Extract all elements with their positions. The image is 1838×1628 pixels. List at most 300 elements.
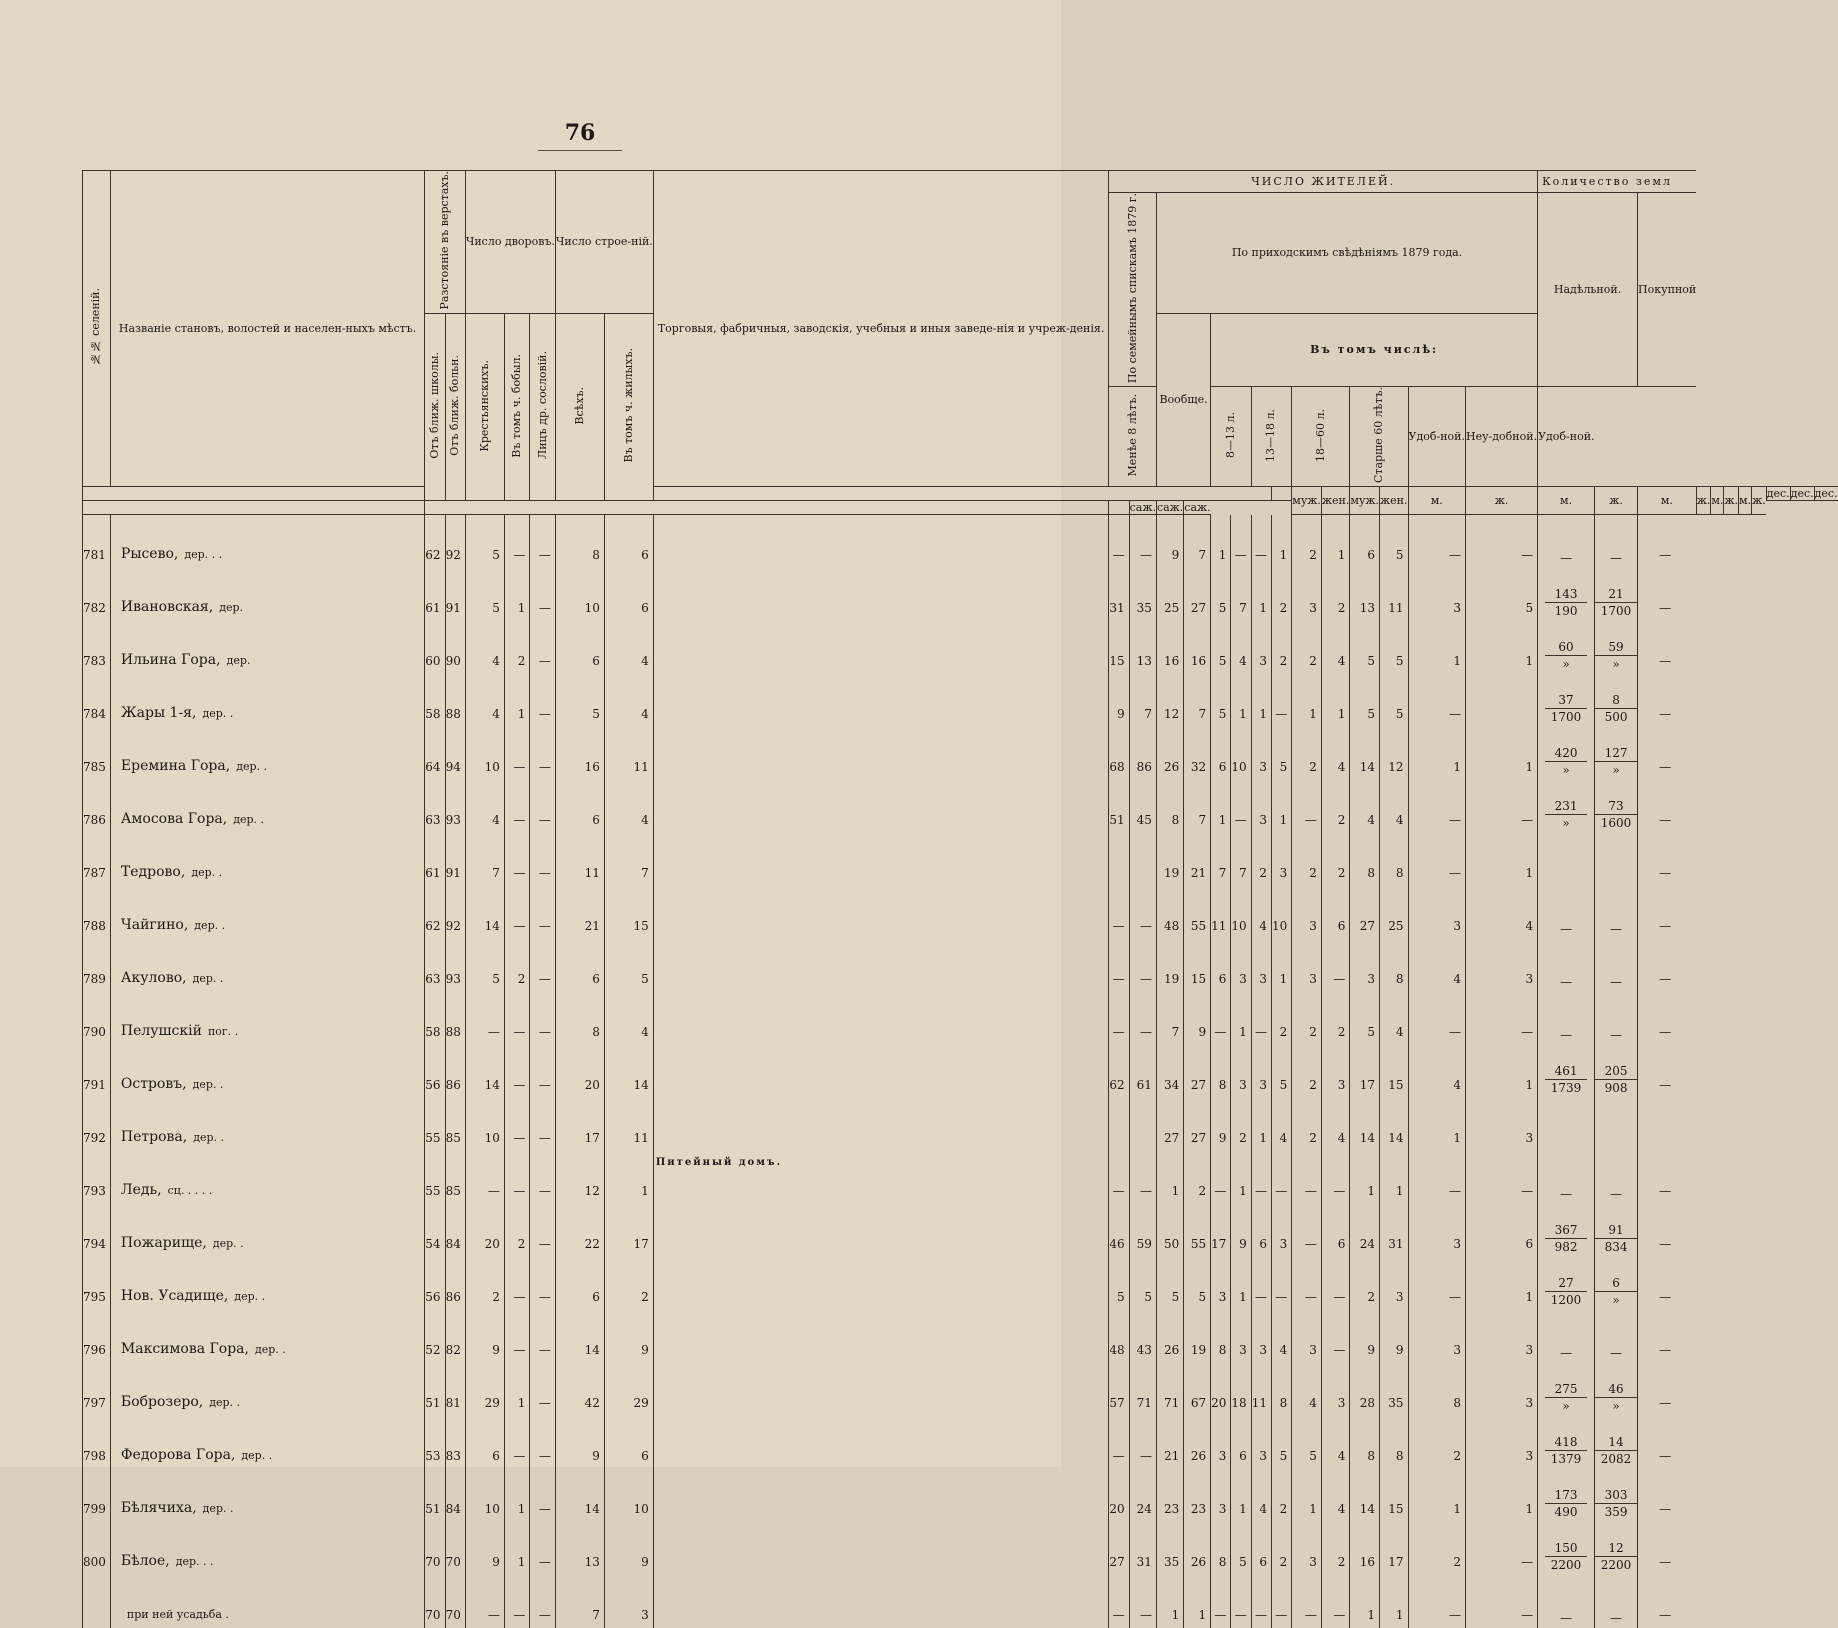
value-yp: 4 bbox=[465, 674, 504, 727]
value-dh: 84 bbox=[445, 1469, 465, 1522]
place-kind: дер. . bbox=[191, 866, 223, 880]
value-pf: 7 bbox=[1184, 780, 1211, 833]
value-yp: 9 bbox=[465, 1522, 504, 1575]
land-sazh: 1700 bbox=[1600, 604, 1632, 619]
value-ba: 12 bbox=[555, 1151, 604, 1204]
value-a1m: — bbox=[1211, 992, 1231, 1045]
value-a4m: 24 bbox=[1350, 1204, 1380, 1257]
value-fm bbox=[1109, 1098, 1129, 1151]
value-ff: 24 bbox=[1129, 1469, 1156, 1522]
value-yb: — bbox=[504, 1416, 530, 1469]
row-number: 790 bbox=[83, 992, 111, 1045]
table-row bbox=[83, 1416, 1838, 1469]
value-yo: — bbox=[530, 1363, 556, 1416]
value-yp: 29 bbox=[465, 1363, 504, 1416]
value-a4f: 15 bbox=[1380, 1469, 1408, 1522]
value-ds: 51 bbox=[425, 1363, 445, 1416]
value-a2f: 2 bbox=[1271, 1469, 1291, 1522]
value-ba: 5 bbox=[555, 674, 604, 727]
value-ba: 11 bbox=[555, 833, 604, 886]
value-pm: 50 bbox=[1156, 1204, 1183, 1257]
row-number: 786 bbox=[83, 780, 111, 833]
value-dh: 84 bbox=[445, 1204, 465, 1257]
trade-establishment bbox=[653, 1575, 1109, 1628]
value-a2m: 3 bbox=[1251, 780, 1271, 833]
value-pf: 16 bbox=[1184, 621, 1211, 674]
place-name: Акулово, bbox=[120, 970, 187, 987]
header-land: Количество земл bbox=[1538, 171, 1697, 193]
land-des: 27 bbox=[1545, 1275, 1587, 1292]
value-pm: 8 bbox=[1156, 780, 1183, 833]
value-a3f: 4 bbox=[1321, 621, 1349, 674]
value-a5f: 1 bbox=[1465, 727, 1537, 780]
value-fm: 27 bbox=[1109, 1522, 1129, 1575]
value-a1m: 3 bbox=[1211, 1416, 1231, 1469]
value-a2f: 4 bbox=[1271, 1310, 1291, 1363]
land-des: 37 bbox=[1545, 692, 1587, 709]
value-a5f: 1 bbox=[1465, 833, 1537, 886]
value-yp: 4 bbox=[465, 621, 504, 674]
value-fm: 31 bbox=[1109, 568, 1129, 621]
value-bl: 10 bbox=[604, 1469, 653, 1522]
value-a2f: 2 bbox=[1271, 992, 1291, 1045]
place-kind: дер. . . bbox=[184, 548, 223, 562]
header-male: муж. bbox=[1292, 487, 1322, 515]
place-name-cell bbox=[110, 833, 424, 886]
header-inhabitants: ЧИСЛО ЖИТЕЛЕЙ. bbox=[1109, 171, 1538, 193]
land-sazh: » bbox=[1612, 763, 1620, 778]
header-yards-peasant: Крестьянскихъ. bbox=[465, 313, 504, 501]
value-a5m: 4 bbox=[1408, 939, 1465, 992]
value-a5m: — bbox=[1408, 780, 1465, 833]
value-yb: 2 bbox=[504, 1204, 530, 1257]
value-a4f: 5 bbox=[1380, 515, 1408, 569]
value-ba: 20 bbox=[555, 1045, 604, 1098]
value-fm: — bbox=[1109, 886, 1129, 939]
land-fraction bbox=[1595, 1027, 1637, 1043]
trade-establishment bbox=[653, 992, 1109, 1045]
value-yp: 10 bbox=[465, 1098, 504, 1151]
value-a5f: — bbox=[1465, 780, 1537, 833]
land-des: — bbox=[1610, 975, 1623, 990]
table-row bbox=[83, 568, 1838, 621]
table-row bbox=[83, 1098, 1838, 1151]
value-bl: 4 bbox=[604, 621, 653, 674]
value-a3m: 2 bbox=[1292, 727, 1322, 780]
value-a2m: 6 bbox=[1251, 1204, 1271, 1257]
value-a4f: 4 bbox=[1380, 780, 1408, 833]
value-a5f: — bbox=[1465, 992, 1537, 1045]
header-yards-other: Лицъ др. сословій. bbox=[530, 313, 556, 501]
land-ln-cell bbox=[1595, 727, 1638, 780]
value-yb: 1 bbox=[504, 1522, 530, 1575]
value-bl: 7 bbox=[604, 833, 653, 886]
value-pf: 19 bbox=[1184, 1310, 1211, 1363]
land-fraction bbox=[1545, 974, 1587, 990]
land-fraction bbox=[1595, 1275, 1637, 1308]
trade-establishment bbox=[653, 674, 1109, 727]
land-fraction bbox=[1595, 1063, 1637, 1096]
value-ds: 52 bbox=[425, 1310, 445, 1363]
value-fm: 68 bbox=[1109, 727, 1129, 780]
trade-establishment bbox=[653, 1522, 1109, 1575]
header-female: жен. bbox=[1321, 487, 1349, 515]
trade-establishment bbox=[653, 1204, 1109, 1257]
land-des: — bbox=[1560, 1611, 1573, 1626]
place-kind: дер. . bbox=[234, 1290, 266, 1304]
value-a4f: 4 bbox=[1380, 992, 1408, 1045]
land-la-cell bbox=[1538, 1416, 1595, 1469]
header-parish: По приходскимъ свѣдѣніямъ 1879 года. bbox=[1156, 193, 1537, 314]
land-fraction bbox=[1545, 798, 1587, 831]
place-name: Бѣлячиха, bbox=[120, 1500, 197, 1517]
value-a1m: 20 bbox=[1211, 1363, 1231, 1416]
value-yp: — bbox=[465, 1151, 504, 1204]
land-ln-cell bbox=[1595, 886, 1638, 939]
value-bl: 4 bbox=[604, 674, 653, 727]
value-a4f: 14 bbox=[1380, 1098, 1408, 1151]
trade-establishment bbox=[653, 1045, 1109, 1098]
value-a2m: — bbox=[1251, 1575, 1271, 1628]
value-fm: 48 bbox=[1109, 1310, 1129, 1363]
value-dh: 93 bbox=[445, 939, 465, 992]
value-yp: 14 bbox=[465, 1045, 504, 1098]
land-fraction bbox=[1595, 1186, 1637, 1202]
table-row bbox=[83, 780, 1838, 833]
trade-establishment bbox=[653, 1098, 1109, 1151]
value-a4f: 35 bbox=[1380, 1363, 1408, 1416]
value-pm: 48 bbox=[1156, 886, 1183, 939]
land-fraction bbox=[1595, 1434, 1637, 1467]
place-name: Еремина Гора, bbox=[120, 758, 231, 775]
value-ff: — bbox=[1129, 939, 1156, 992]
value-a5f: 1 bbox=[1465, 1045, 1537, 1098]
header-age-under8: Менѣе 8 лѣтъ. bbox=[1109, 387, 1157, 487]
place-name: Ильина Гора, bbox=[120, 652, 221, 669]
value-pf: 2 bbox=[1184, 1151, 1211, 1204]
value-ff: 13 bbox=[1129, 621, 1156, 674]
value-dh: 88 bbox=[445, 674, 465, 727]
land-fraction bbox=[1545, 639, 1587, 672]
table-row bbox=[83, 1151, 1838, 1204]
value-a2m: 3 bbox=[1251, 1416, 1271, 1469]
place-kind: дер. . bbox=[194, 919, 226, 933]
table-row bbox=[83, 886, 1838, 939]
value-dh: 82 bbox=[445, 1310, 465, 1363]
header-dist-school: Отъ ближ. школы. bbox=[425, 313, 445, 501]
value-a2f: — bbox=[1271, 1151, 1291, 1204]
table-row bbox=[83, 727, 1838, 780]
value-ds: 58 bbox=[425, 674, 445, 727]
value-purchased: — bbox=[1638, 1575, 1697, 1628]
land-fraction bbox=[1595, 1381, 1637, 1414]
header-f: ж. bbox=[1752, 487, 1767, 515]
row-number: 789 bbox=[83, 939, 111, 992]
value-fm: 62 bbox=[1109, 1045, 1129, 1098]
value-yb: — bbox=[504, 886, 530, 939]
value-a2m: — bbox=[1251, 1151, 1271, 1204]
row-number: 783 bbox=[83, 621, 111, 674]
land-fraction bbox=[1595, 974, 1637, 990]
value-fm: 51 bbox=[1109, 780, 1129, 833]
value-fm: 9 bbox=[1109, 674, 1129, 727]
value-ba: 22 bbox=[555, 1204, 604, 1257]
value-fm: 46 bbox=[1109, 1204, 1129, 1257]
value-ds: 62 bbox=[425, 886, 445, 939]
value-a1m: 6 bbox=[1211, 939, 1231, 992]
place-name: Нов. Усадище, bbox=[120, 1288, 229, 1305]
value-a2m: 2 bbox=[1251, 833, 1271, 886]
value-a5f: — bbox=[1465, 515, 1537, 569]
value-dh: 93 bbox=[445, 780, 465, 833]
trade-establishment bbox=[653, 568, 1109, 621]
value-yp: 5 bbox=[465, 939, 504, 992]
row-number: 792 bbox=[83, 1098, 111, 1151]
land-des: — bbox=[1560, 1187, 1573, 1202]
header-male: муж. bbox=[1350, 487, 1380, 515]
value-yp: 2 bbox=[465, 1257, 504, 1310]
land-la-cell bbox=[1538, 833, 1595, 886]
value-pm: 1 bbox=[1156, 1575, 1183, 1628]
value-a2m: 4 bbox=[1251, 1469, 1271, 1522]
place-kind: дер. . bbox=[193, 1131, 225, 1145]
value-a4f: 25 bbox=[1380, 886, 1408, 939]
land-fraction bbox=[1545, 1487, 1587, 1520]
value-a3f: 3 bbox=[1321, 1363, 1349, 1416]
header-buildings-all: Всѣхъ. bbox=[555, 313, 604, 501]
value-a5m: — bbox=[1408, 992, 1465, 1045]
value-pm: 26 bbox=[1156, 727, 1183, 780]
place-name-cell bbox=[110, 568, 424, 621]
land-ln-cell bbox=[1595, 1363, 1638, 1416]
value-a4m: 1 bbox=[1350, 1151, 1380, 1204]
land-fraction bbox=[1545, 1434, 1587, 1467]
value-pf: 15 bbox=[1184, 939, 1211, 992]
land-sazh: 2200 bbox=[1600, 1558, 1632, 1573]
place-name-cell bbox=[110, 1416, 424, 1469]
value-bl: 9 bbox=[604, 1310, 653, 1363]
value-a5f: 1 bbox=[1465, 1257, 1537, 1310]
value-yo: — bbox=[530, 1045, 556, 1098]
value-dh: 86 bbox=[445, 1045, 465, 1098]
land-la-cell bbox=[1538, 1151, 1595, 1204]
value-a5m: — bbox=[1408, 515, 1465, 569]
value-ff: 45 bbox=[1129, 780, 1156, 833]
place-name-cell bbox=[110, 515, 424, 569]
value-pm: 7 bbox=[1156, 992, 1183, 1045]
table-row bbox=[83, 674, 1838, 727]
header-f: ж. bbox=[1724, 487, 1739, 515]
value-pm: 5 bbox=[1156, 1257, 1183, 1310]
value-yb: 1 bbox=[504, 674, 530, 727]
table-row bbox=[83, 1045, 1838, 1098]
land-des: — bbox=[1560, 1028, 1573, 1043]
value-a3m: — bbox=[1292, 1575, 1322, 1628]
land-fraction bbox=[1595, 586, 1637, 619]
value-a3f: 2 bbox=[1321, 833, 1349, 886]
trade-establishment bbox=[653, 939, 1109, 992]
value-purchased: — bbox=[1638, 1469, 1697, 1522]
value-a5m: — bbox=[1408, 833, 1465, 886]
land-des: — bbox=[1610, 551, 1623, 566]
header-num: №№ селеній. bbox=[83, 171, 111, 487]
row-number: 788 bbox=[83, 886, 111, 939]
value-a2m: 3 bbox=[1251, 727, 1271, 780]
value-pf: 26 bbox=[1184, 1522, 1211, 1575]
land-sazh: » bbox=[1612, 657, 1620, 672]
value-yp: 4 bbox=[465, 780, 504, 833]
land-ln-cell bbox=[1595, 1098, 1638, 1151]
land-sazh: 908 bbox=[1604, 1081, 1628, 1096]
land-des: 461 bbox=[1545, 1063, 1587, 1080]
value-a2f: 2 bbox=[1271, 568, 1291, 621]
value-bl: 9 bbox=[604, 1522, 653, 1575]
place-name-cell bbox=[110, 780, 424, 833]
value-a1f: — bbox=[1231, 1575, 1251, 1628]
land-fraction bbox=[1595, 1487, 1637, 1520]
value-ba: 14 bbox=[555, 1469, 604, 1522]
value-a4m: 3 bbox=[1350, 939, 1380, 992]
value-yo: — bbox=[530, 515, 556, 569]
value-pf: 1 bbox=[1184, 1575, 1211, 1628]
place-kind: дер. . bbox=[192, 1078, 224, 1092]
value-a5f: 6 bbox=[1465, 1204, 1537, 1257]
land-fraction bbox=[1545, 692, 1587, 725]
land-fraction bbox=[1545, 921, 1587, 937]
value-yb: 1 bbox=[504, 1469, 530, 1522]
value-a4f: 31 bbox=[1380, 1204, 1408, 1257]
land-la-cell bbox=[1538, 515, 1595, 569]
land-la-cell bbox=[1538, 674, 1595, 727]
value-yb: — bbox=[504, 992, 530, 1045]
place-kind: дер. . bbox=[202, 707, 234, 721]
header-empty bbox=[1271, 487, 1291, 501]
value-a2m: 3 bbox=[1251, 621, 1271, 674]
value-purchased: — bbox=[1638, 1522, 1697, 1575]
value-ff: — bbox=[1129, 992, 1156, 1045]
value-ba: 6 bbox=[555, 621, 604, 674]
header-purchased: Покупной bbox=[1638, 193, 1697, 387]
value-a1f: 1 bbox=[1231, 1469, 1251, 1522]
value-pf: 5 bbox=[1184, 1257, 1211, 1310]
land-des: 275 bbox=[1545, 1381, 1587, 1398]
header-empty bbox=[83, 487, 425, 501]
header-arable2: Удоб-ной. bbox=[1538, 387, 1595, 487]
value-a3m: — bbox=[1292, 1151, 1322, 1204]
value-a2m: 3 bbox=[1251, 1310, 1271, 1363]
header-m: м. bbox=[1538, 487, 1595, 515]
value-a3m: 4 bbox=[1292, 1363, 1322, 1416]
land-ln-cell bbox=[1595, 1469, 1638, 1522]
value-a1m: 17 bbox=[1211, 1204, 1231, 1257]
value-fm: — bbox=[1109, 1575, 1129, 1628]
value-yb: — bbox=[504, 727, 530, 780]
place-name-cell bbox=[110, 1151, 424, 1204]
place-name: Жары 1-я, bbox=[120, 705, 197, 722]
land-des: 173 bbox=[1545, 1487, 1587, 1504]
value-pm: 25 bbox=[1156, 568, 1183, 621]
value-ba: 8 bbox=[555, 515, 604, 569]
value-purchased: — bbox=[1638, 621, 1697, 674]
trade-establishment bbox=[653, 1257, 1109, 1310]
value-a1f: 3 bbox=[1231, 1310, 1251, 1363]
value-a3m: 3 bbox=[1292, 1310, 1322, 1363]
trade-establishment bbox=[653, 727, 1109, 780]
value-a3f: 2 bbox=[1321, 780, 1349, 833]
land-ln-cell bbox=[1595, 1310, 1638, 1363]
value-ds: 56 bbox=[425, 1257, 445, 1310]
value-a4m: 8 bbox=[1350, 833, 1380, 886]
value-yo: — bbox=[530, 833, 556, 886]
value-a2f: 3 bbox=[1271, 1204, 1291, 1257]
header-age-18-60: 18—60 л. bbox=[1292, 387, 1350, 487]
value-a4f: 11 bbox=[1380, 568, 1408, 621]
value-a3m: 3 bbox=[1292, 568, 1322, 621]
land-sazh: 1379 bbox=[1550, 1452, 1582, 1467]
value-a2m: — bbox=[1251, 515, 1271, 569]
header-unit-des: дес. bbox=[1790, 487, 1814, 501]
value-dh: 81 bbox=[445, 1363, 465, 1416]
value-a2m: 1 bbox=[1251, 1098, 1271, 1151]
value-a1f: 1 bbox=[1231, 674, 1251, 727]
place-kind: дер. bbox=[219, 601, 244, 615]
value-ba: 9 bbox=[555, 1416, 604, 1469]
value-dh: 92 bbox=[445, 515, 465, 569]
value-a1f: 7 bbox=[1231, 833, 1251, 886]
header-m: м. bbox=[1711, 487, 1724, 515]
place-name: Ивановская, bbox=[120, 599, 214, 616]
land-des: — bbox=[1610, 1346, 1623, 1361]
value-a4f: 5 bbox=[1380, 674, 1408, 727]
value-bl: 4 bbox=[604, 780, 653, 833]
header-family-lists: По семейнымъ спискамъ 1879 г. bbox=[1109, 193, 1157, 387]
value-a1m: 5 bbox=[1211, 674, 1231, 727]
value-a1f: 3 bbox=[1231, 939, 1251, 992]
place-name: Федорова Гора, bbox=[120, 1447, 236, 1464]
land-ln-cell bbox=[1595, 833, 1638, 886]
land-des: 418 bbox=[1545, 1434, 1587, 1451]
value-dh: 91 bbox=[445, 833, 465, 886]
value-ff: 35 bbox=[1129, 568, 1156, 621]
land-des: 21 bbox=[1595, 586, 1637, 603]
place-name-cell bbox=[110, 1522, 424, 1575]
place-name: Ледь, bbox=[120, 1182, 162, 1199]
value-fm: 5 bbox=[1109, 1257, 1129, 1310]
value-yb: — bbox=[504, 1098, 530, 1151]
place-name-cell bbox=[110, 674, 424, 727]
land-des: 6 bbox=[1595, 1275, 1637, 1292]
land-sazh: » bbox=[1562, 1399, 1570, 1414]
value-a3m: 1 bbox=[1292, 674, 1322, 727]
place-kind: дер. . bbox=[202, 1502, 234, 1516]
value-fm: 57 bbox=[1109, 1363, 1129, 1416]
value-a5f: 3 bbox=[1465, 939, 1537, 992]
value-a4m: 5 bbox=[1350, 992, 1380, 1045]
value-a4m: 4 bbox=[1350, 780, 1380, 833]
value-a3f: 1 bbox=[1321, 674, 1349, 727]
value-a1m: 11 bbox=[1211, 886, 1231, 939]
value-bl: 11 bbox=[604, 727, 653, 780]
value-a5m: 1 bbox=[1408, 621, 1465, 674]
value-a4m: 2 bbox=[1350, 1257, 1380, 1310]
table-row bbox=[83, 621, 1838, 674]
value-bl: 4 bbox=[604, 992, 653, 1045]
value-a4f: 17 bbox=[1380, 1522, 1408, 1575]
place-kind: дер. . bbox=[241, 1449, 273, 1463]
land-la-cell bbox=[1538, 1469, 1595, 1522]
value-bl: 11 bbox=[604, 1098, 653, 1151]
value-a1f: 4 bbox=[1231, 621, 1251, 674]
